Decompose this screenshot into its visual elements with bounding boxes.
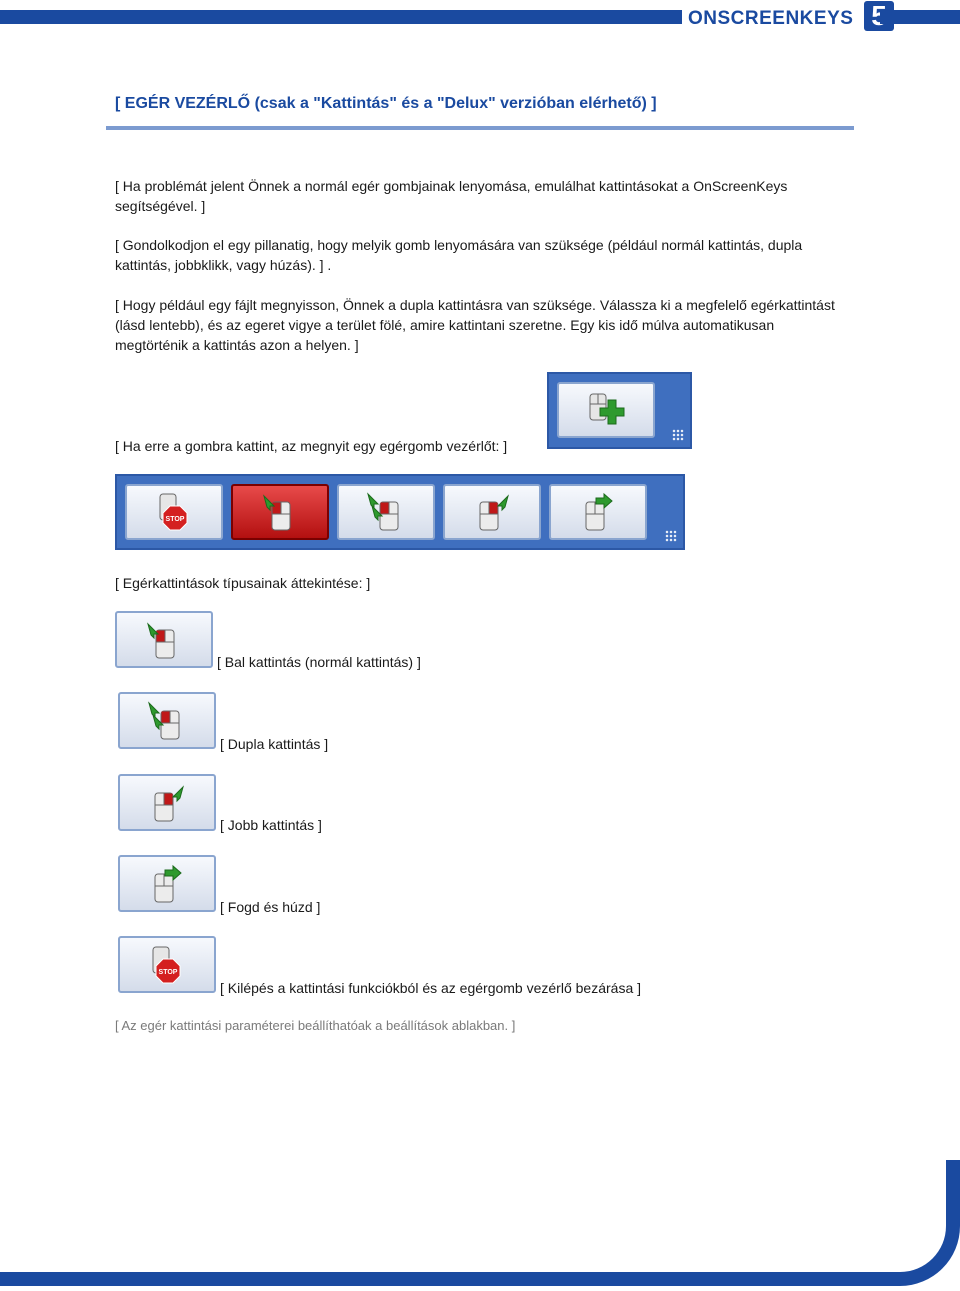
legend-drag-label: [ Fogd és húzd ] <box>220 899 321 915</box>
frame-curve-top <box>880 10 960 170</box>
legend-drag-button <box>118 855 216 912</box>
legend-right-click-button <box>118 774 216 831</box>
bottom-band <box>0 1272 900 1286</box>
paragraph-think: [ Gondolkodjon el egy pillanatig, hogy melyik gomb lenyomására van szüksége (például normál kattintás, dupla kattintás, jobbklikk, vagy húzás). ] . <box>115 237 803 273</box>
legend-stop-label: [ Kilépés a kattintási funkciókból és az egérgomb vezérlő bezárása ] <box>220 980 642 996</box>
legend-right-click-label: [ Jobb kattintás ] <box>220 817 322 833</box>
toolbar-double-click-button[interactable] <box>337 484 435 540</box>
toolbar-drag-button[interactable] <box>549 484 647 540</box>
right-click-icon <box>147 783 187 823</box>
open-mouse-control-button[interactable] <box>557 382 655 438</box>
double-click-icon <box>366 492 406 532</box>
stop-icon <box>147 945 187 985</box>
svg-text:STOP: STOP <box>165 516 185 523</box>
frame-curve-bottom <box>860 1160 960 1286</box>
legend-left-click-button <box>115 611 213 668</box>
legend-left-click-label: [ Bal kattintás (normál kattintás) ] <box>217 654 421 670</box>
paragraph-overview: [ Egérkattintások típusainak áttekintése: ] <box>115 575 371 591</box>
toolbar-stop-button[interactable] <box>125 484 223 540</box>
toolbar-left-click-button-active[interactable] <box>231 484 329 540</box>
drag-icon <box>147 864 187 904</box>
paragraph-intro: [ Ha problémát jelent Önnek a normál egér gombjainak lenyomása, emulálhat kattintásokat a OnScreenKeys segítségével. ] <box>115 178 788 214</box>
legend-stop-button <box>118 936 216 993</box>
mouse-plus-icon <box>586 390 626 430</box>
double-click-icon <box>147 701 187 741</box>
legend-double-click-label: [ Dupla kattintás ] <box>220 736 329 752</box>
paragraph-example: [ Hogy például egy fájlt megnyisson, Önnek a dupla kattintásra van szüksége. Válassza ki a megfelelő egérkattintást (lásd lentebb), és az egeret vigye a terület fölé, amire kattintani szeretne. Egy kis idő múlva automatikusan megtörténik a kattintás azon a helyen. ] <box>115 297 835 353</box>
paragraph-open-control: [ Ha erre a gombra kattint, az megnyit egy egérgomb vezérlőt: ] <box>115 438 508 454</box>
toolbar-right-click-button[interactable] <box>443 484 541 540</box>
legend-double-click-button <box>118 692 216 749</box>
resize-grip[interactable] <box>665 530 677 542</box>
title-rule <box>106 126 854 130</box>
svg-text:STOP: STOP <box>158 968 178 976</box>
left-click-icon <box>144 620 184 660</box>
brand-logo: ONSCREENKEYS <box>688 8 854 29</box>
stop-icon <box>154 492 194 532</box>
drag-icon <box>578 492 618 532</box>
brand-number: 5 <box>864 1 894 31</box>
right-click-icon <box>472 492 512 532</box>
settings-note: [ Az egér kattintási paraméterei beállíthatóak a beállítások ablakban. ] <box>115 1018 516 1033</box>
left-click-icon <box>260 492 300 532</box>
top-band <box>0 10 682 24</box>
mouse-click-toolbar <box>115 474 685 550</box>
section-title: [ EGÉR VEZÉRLŐ (csak a "Kattintás" és a "Delux" verzióban elérhető) ] <box>115 95 657 112</box>
